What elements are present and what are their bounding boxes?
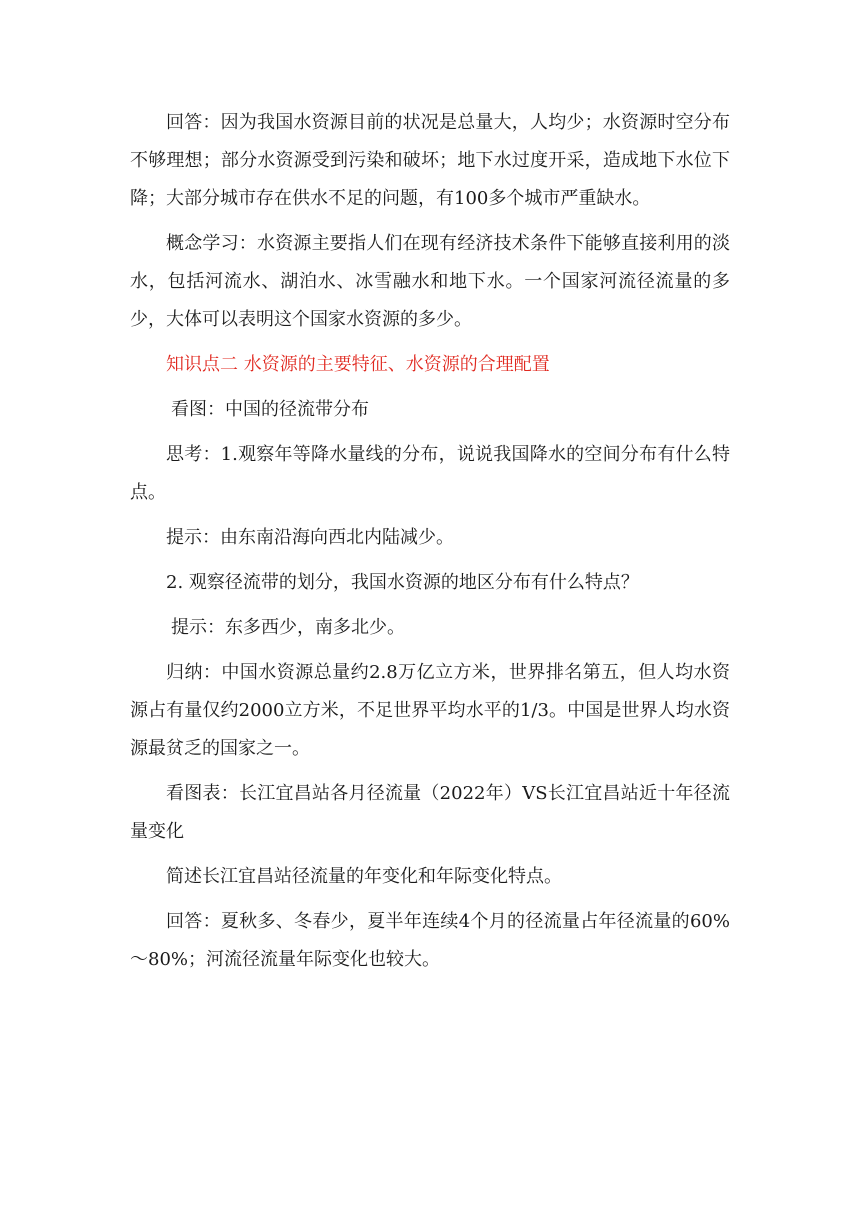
hint-paragraph-1: 提示：由东南沿海向西北内陆减少。: [166, 527, 454, 548]
document-page: [130, 104, 730, 986]
think-paragraph: 思考：1.观察年等降水量线的分布，说说我国降水的空间分布有什么特点。: [130, 444, 730, 503]
hint-paragraph-2: 提示：东多西少，南多北少。: [171, 617, 405, 638]
final-answer-paragraph: 回答：夏秋多、冬春少，夏半年连续4个月的径流量占年径流量的60%～80%；河流径流量年际变化也较大。: [130, 911, 730, 970]
summary-paragraph: 归纳：中国水资源总量约2.8万亿立方米，世界排名第五，但人均水资源占有量仅约2000立方米，不足世界平均水平的1/3。中国是世界人均水资源最贫乏的国家之一。: [130, 662, 730, 759]
concept-paragraph: 概念学习：水资源主要指人们在现有经济技术条件下能够直接利用的淡水，包括河流水、湖泊水、冰雪融水和地下水。一个国家河流径流量的多少，大体可以表明这个国家水资源的多少。: [130, 233, 730, 330]
look-figure-paragraph: 看图：中国的径流带分布: [171, 399, 369, 420]
describe-paragraph: 简述长江宜昌站径流量的年变化和年际变化特点。: [166, 866, 562, 887]
look-chart-paragraph: 看图表：长江宜昌站各月径流量（2022年）VS长江宜昌站近十年径流量变化: [130, 783, 730, 842]
question-2-paragraph: 2. 观察径流带的划分，我国水资源的地区分布有什么特点？: [166, 572, 639, 593]
section-heading: 知识点二 水资源的主要特征、水资源的合理配置: [166, 354, 550, 375]
answer-paragraph: 回答：因为我国水资源目前的状况是总量大，人均少；水资源时空分布不够理想；部分水资源受到污染和破坏；地下水过度开采，造成地下水位下降；大部分城市存在供水不足的问题，有100多个城市严重缺水。: [130, 112, 730, 209]
